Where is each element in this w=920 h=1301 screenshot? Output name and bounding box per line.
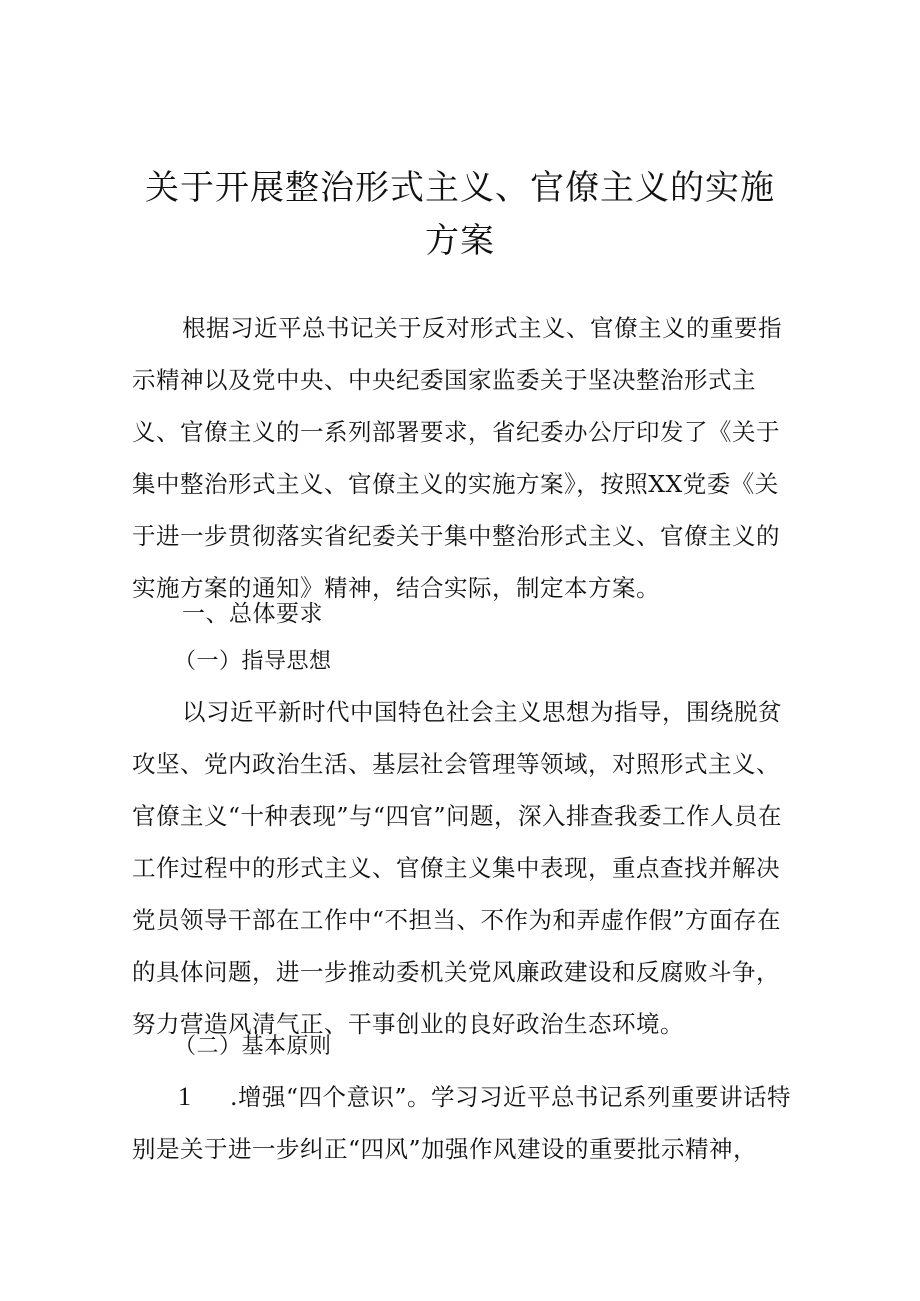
subsection-2-block [132,1021,792,1073]
document-title-line-2: 方案 [425,221,495,261]
section-1-heading: 一、总体要求 [182,601,323,627]
item-1-block [132,1071,792,1175]
section-1-block [132,588,792,640]
document-title-line-1: 关于开展整治形式主义、官僚主义的实施 [145,168,775,208]
subsection-1-body [132,686,792,1050]
item-1-text: .增强“四个意识”。学习习近平总书记系列重要讲话特别是关于进一步纠正“四风”加强作风建设的重要批示精神， [132,1083,791,1163]
document-body [132,302,792,614]
subsection-1-block [132,636,792,688]
guiding-thought-paragraph: 以习近平新时代中国特色社会主义思想为指导，围绕脱贫攻坚、党内政治生活、基层社会管理等领域，对照形式主义、官僚主义“十种表现”与“四官”问题，深入排查我委工作人员在工作过程中的形式主义、官僚主义集中表现，重点查找并解决党员领导干部在工作中“不担当、不作为和弄虚作假”方面存在的具体问题，进一步推动委机关党风廉政建设和反腐败斗争，努力营造风清气正、干事创业的良好政治生态环境。 [132,698,783,1038]
subsection-1-heading: （一）指导思想 [174,649,332,674]
item-1-number: 1 [178,1082,192,1111]
subsection-2-heading: （二）基本原则 [174,1034,332,1059]
intro-paragraph: 根据习近平总书记关于反对形式主义、官僚主义的重要指示精神以及党中央、中央纪委国家监委关于坚决整治形式主义、官僚主义的一系列部署要求，省纪委办公厅印发了《关于集中整治形式主义、官僚主义的实施方案》，按照XX党委《关于进一步贯彻落实省纪委关于集中整治形式主义、官僚主义的实施方案的通知》精神，结合实际，制定本方案。 [132,314,782,602]
item-1-paragraph [132,1071,792,1175]
